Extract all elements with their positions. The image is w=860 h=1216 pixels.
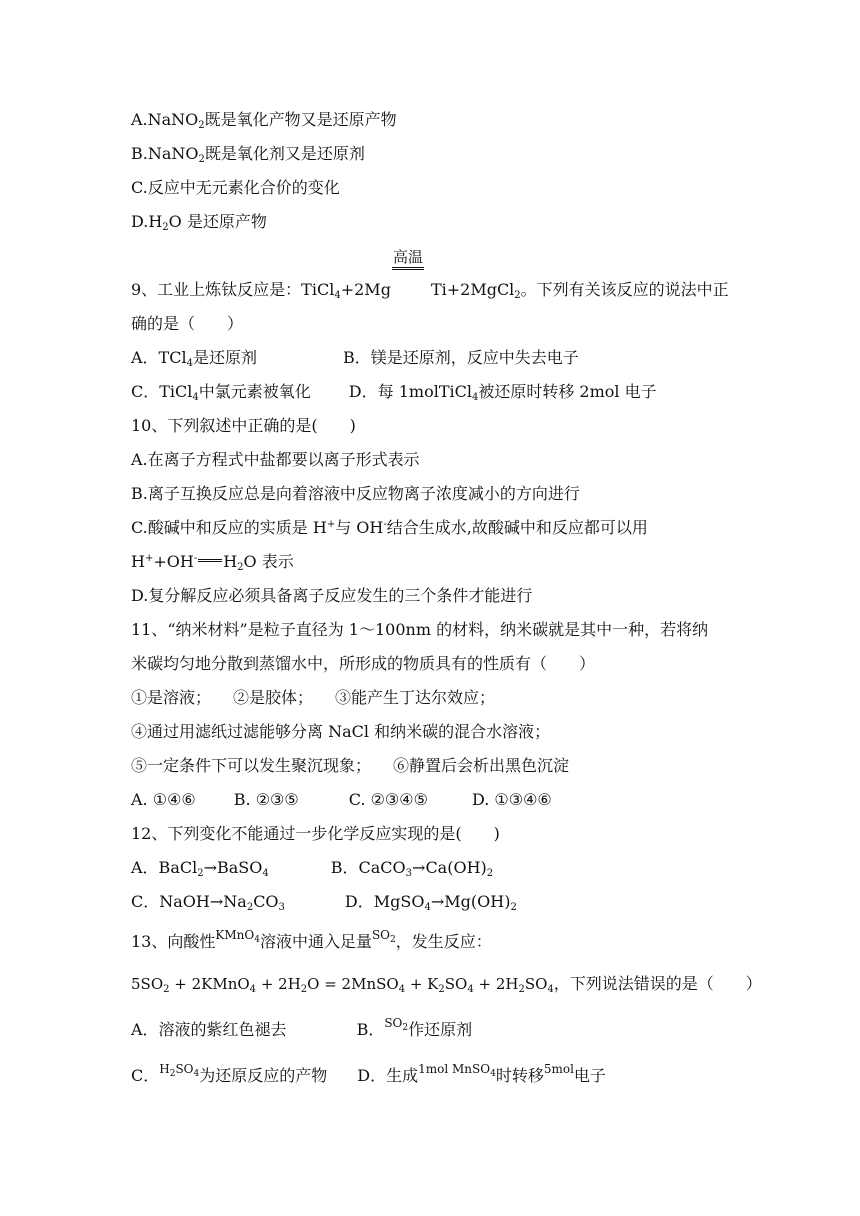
q10-option-d: D.复分解反应必须具备离子反应发生的三个条件才能进行 (131, 586, 533, 605)
q10-option-b: B.离子互换反应总是向着溶液中反应物离子浓度减小的方向进行 (131, 484, 580, 503)
q11-properties-line2: ④通过用滤纸过滤能够分离 NaCl 和纳米碳的混合水溶液； (131, 722, 551, 741)
q11-option-c: C. ②③④⑤ (348, 790, 428, 809)
q10-option-c-line1: C.酸碱中和反应的实质是 H+与 OH-结合生成水,故酸碱中和反应都可以用 (131, 518, 648, 537)
q9-option-c: C．TiCl$_4$中氯元素被氧化 (131, 382, 311, 403)
q12-options-ab (131, 858, 493, 878)
q9-option-d: D．每 1molTiCl$_4$被还原时转移 2mol 电子 (348, 382, 657, 403)
q13-option-b: B．$^{SO_2}$作还原剂 (356, 1016, 473, 1039)
q8-option-d: $D.H_2O$ 是还原产物 (131, 212, 267, 233)
q12-stem: 12、下列变化不能通过一步化学反应实现的是( ) (131, 824, 500, 843)
q9-options-ab (131, 348, 579, 368)
q13-equation-line: $5SO_2$ + 2KMnO$_4$ + $2H_2O$ = 2MnSO$_4$ + $K_2SO_4 + 2H_2SO_4$，下列说法错误的是（ ） (131, 974, 762, 995)
q10-stem: 10、下列叙述中正确的是( ) (131, 416, 356, 435)
q9-options-cd (131, 382, 657, 402)
q10-option-a: A.在离子方程式中盐都要以离子形式表示 (131, 450, 420, 469)
q12-option-a: A．BaCl$_2$→BaSO$_4$ (131, 858, 269, 879)
q8-option-a: A.NaNO$_2$既是氧化产物又是还原产物 (131, 110, 397, 131)
q11-stem-line1: 11、“纳米材料”是粒子直径为 1～100nm 的材料，纳米碳就是其中一种，若将纳 (131, 620, 709, 639)
q13-options-ab (131, 1016, 473, 1040)
reaction-equation: $5SO_2$ + 2KMnO$_4$ + $2H_2O$ = 2MnSO$_4$ + $K_2SO_4 + 2H_2SO_4$ (131, 975, 554, 995)
q11-stem-line2: 米碳均匀地分散到蒸馏水中，所形成的物质具有的性质有（ ） (131, 654, 596, 673)
q12-options-cd (131, 892, 517, 912)
q11-properties-line1: ①是溶液； ②是胶体； ③能产生丁达尔效应； (131, 688, 496, 707)
q11-option-d: D. ①③④⑥ (471, 790, 552, 809)
q12-option-c: C．$NaOH\to Na_2CO_3$ (131, 892, 285, 913)
q9-stem-line1: 9、工业上炼钛反应是：TiCl$_4$+2Mg Ti+2MgCl$_2$。下列有关该反应的说法中正 (131, 280, 729, 301)
q9-option-b: B．镁是还原剂，反应中失去电子 (342, 348, 579, 367)
q11-options (131, 790, 552, 810)
q8-option-b: B.NaNO$_2$既是氧化剂又是还原剂 (131, 144, 365, 165)
q13-options-cd (131, 1062, 606, 1086)
q9-stem-line2: 确的是（ ） (131, 314, 244, 333)
q13-stem: 13、向酸性$^{KMnO_4}$溶液中通入足量$^{SO_2}$，发生反应： (131, 928, 492, 951)
q13-option-a: A．溶液的紫红色褪去 (131, 1020, 287, 1039)
q13-option-c: C．$^{H_2SO_4}$为还原反应的产物 (131, 1062, 328, 1085)
equals-sign (198, 559, 222, 562)
q12-option-b: B．$CaCO_3\to Ca(OH)_2$ (330, 858, 494, 879)
q11-option-b: B. ②③⑤ (233, 790, 299, 809)
q8-option-c: C.反应中无元素化合价的变化 (131, 178, 340, 197)
q11-properties-line3: ⑤一定条件下可以发生聚沉现象； ⑥静置后会析出黑色沉淀 (131, 756, 570, 775)
q9-option-a: A．TCl$_4$是还原剂 (131, 348, 257, 369)
q12-option-d: D．$MgSO_4\to Mg(OH)_2$ (344, 892, 517, 913)
q10-option-c-line2: H++OH- $H_2O$ 表示 (131, 552, 294, 573)
reaction-condition: 高温 (392, 248, 424, 270)
q11-option-a: A. ①④⑥ (131, 790, 196, 809)
q13-option-d: D．生成$^{1mol MnSO_4}$时转移$^{5mol}$电子 (357, 1062, 606, 1085)
